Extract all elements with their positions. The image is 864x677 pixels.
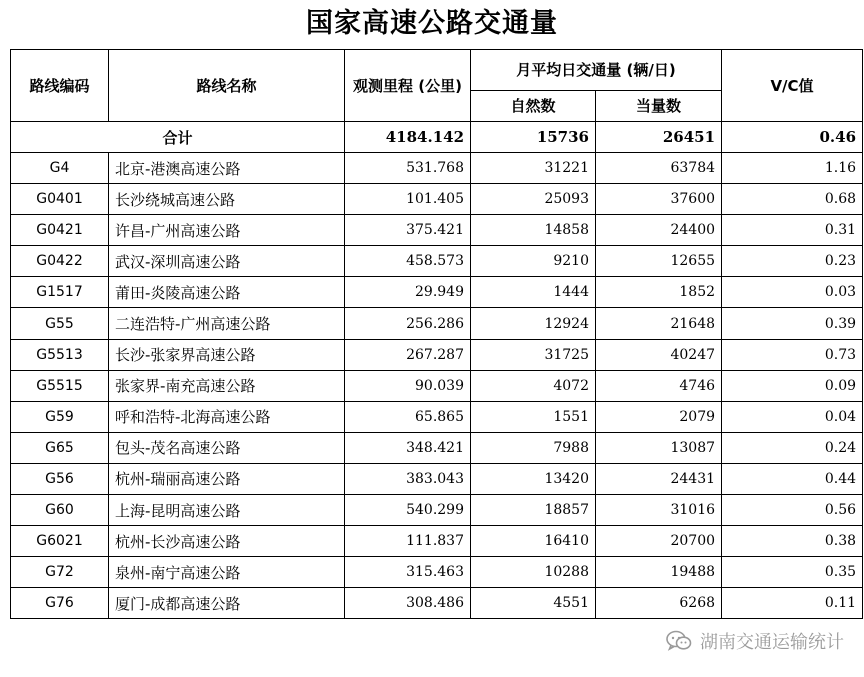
cell-equivalent: 13087 [596, 432, 722, 463]
cell-mileage: 308.486 [345, 588, 471, 619]
cell-equivalent: 4746 [596, 370, 722, 401]
table-row [11, 557, 863, 588]
cell-code: G6021 [11, 526, 109, 557]
cell-code: G4 [11, 153, 109, 184]
cell-natural: 16410 [471, 526, 596, 557]
cell-name: 包头-茂名高速公路 [109, 432, 345, 463]
cell-natural: 4551 [471, 588, 596, 619]
cell-name: 泉州-南宁高速公路 [109, 557, 345, 588]
table-row [11, 339, 863, 370]
cell-code: G60 [11, 495, 109, 526]
cell-code: G76 [11, 588, 109, 619]
table-row [11, 432, 863, 463]
cell-mileage: 256.286 [345, 308, 471, 339]
cell-natural: 25093 [471, 184, 596, 215]
cell-vc: 0.23 [722, 246, 863, 277]
cell-natural: 4072 [471, 370, 596, 401]
cell-natural: 14858 [471, 215, 596, 246]
cell-natural: 7988 [471, 432, 596, 463]
cell-mileage: 531.768 [345, 153, 471, 184]
cell-equivalent: 24431 [596, 463, 722, 494]
cell-natural: 31725 [471, 339, 596, 370]
cell-mileage: 111.837 [345, 526, 471, 557]
table-row [11, 215, 863, 246]
cell-mileage: 348.421 [345, 432, 471, 463]
table-row [11, 401, 863, 432]
cell-code: G65 [11, 432, 109, 463]
cell-code: G1517 [11, 277, 109, 308]
cell-natural: 10288 [471, 557, 596, 588]
table-row [11, 246, 863, 277]
cell-mileage: 383.043 [345, 463, 471, 494]
cell-vc: 0.44 [722, 463, 863, 494]
cell-equivalent: 12655 [596, 246, 722, 277]
total-row [11, 122, 863, 153]
table-row [11, 308, 863, 339]
cell-name: 武汉-深圳高速公路 [109, 246, 345, 277]
cell-name: 杭州-长沙高速公路 [109, 526, 345, 557]
cell-code: G0401 [11, 184, 109, 215]
cell-mileage: 315.463 [345, 557, 471, 588]
cell-natural: 12924 [471, 308, 596, 339]
cell-natural: 31221 [471, 153, 596, 184]
cell-vc: 0.09 [722, 370, 863, 401]
cell-name: 张家界-南充高速公路 [109, 370, 345, 401]
cell-code: G0422 [11, 246, 109, 277]
header-code: 路线编码 [11, 50, 109, 122]
table-row [11, 153, 863, 184]
cell-mileage: 267.287 [345, 339, 471, 370]
table-header [11, 50, 863, 122]
header-name: 路线名称 [109, 50, 345, 122]
cell-vc: 0.04 [722, 401, 863, 432]
cell-mileage: 29.949 [345, 277, 471, 308]
cell-natural: 13420 [471, 463, 596, 494]
cell-vc: 0.11 [722, 588, 863, 619]
cell-natural: 1444 [471, 277, 596, 308]
wechat-icon [666, 630, 692, 652]
cell-equivalent: 21648 [596, 308, 722, 339]
table-row [11, 277, 863, 308]
cell-mileage: 458.573 [345, 246, 471, 277]
cell-code: G0421 [11, 215, 109, 246]
cell-equivalent: 37600 [596, 184, 722, 215]
cell-natural: 18857 [471, 495, 596, 526]
cell-equivalent: 63784 [596, 153, 722, 184]
table-row [11, 463, 863, 494]
header-natural: 自然数 [471, 91, 596, 122]
watermark [666, 627, 844, 655]
cell-equivalent: 24400 [596, 215, 722, 246]
header-mileage: 观测里程 (公里) [345, 50, 471, 122]
watermark-text: 湖南交通运输统计 [700, 632, 844, 653]
cell-equivalent: 20700 [596, 526, 722, 557]
cell-name: 长沙绕城高速公路 [109, 184, 345, 215]
total-equivalent: 26451 [596, 122, 722, 153]
header-monthly: 月平均日交通量 (辆/日) [471, 50, 722, 91]
cell-name: 许昌-广州高速公路 [109, 215, 345, 246]
traffic-table [10, 49, 863, 619]
cell-vc: 0.24 [722, 432, 863, 463]
cell-vc: 0.68 [722, 184, 863, 215]
cell-mileage: 65.865 [345, 401, 471, 432]
cell-name: 厦门-成都高速公路 [109, 588, 345, 619]
cell-equivalent: 40247 [596, 339, 722, 370]
header-vc: V/C值 [722, 50, 863, 122]
cell-code: G55 [11, 308, 109, 339]
cell-equivalent: 31016 [596, 495, 722, 526]
page-title: 国家高速公路交通量 [306, 8, 558, 39]
cell-code: G59 [11, 401, 109, 432]
cell-code: G5513 [11, 339, 109, 370]
total-natural: 15736 [471, 122, 596, 153]
cell-mileage: 375.421 [345, 215, 471, 246]
cell-equivalent: 1852 [596, 277, 722, 308]
cell-code: G72 [11, 557, 109, 588]
cell-name: 呼和浩特-北海高速公路 [109, 401, 345, 432]
cell-code: G5515 [11, 370, 109, 401]
cell-natural: 9210 [471, 246, 596, 277]
cell-name: 上海-昆明高速公路 [109, 495, 345, 526]
cell-vc: 0.38 [722, 526, 863, 557]
cell-vc: 0.56 [722, 495, 863, 526]
cell-name: 莆田-炎陵高速公路 [109, 277, 345, 308]
header-equivalent: 当量数 [596, 91, 722, 122]
cell-natural: 1551 [471, 401, 596, 432]
total-mileage: 4184.142 [345, 122, 471, 153]
cell-name: 长沙-张家界高速公路 [109, 339, 345, 370]
cell-mileage: 90.039 [345, 370, 471, 401]
cell-name: 二连浩特-广州高速公路 [109, 308, 345, 339]
cell-vc: 0.31 [722, 215, 863, 246]
cell-vc: 0.39 [722, 308, 863, 339]
total-vc: 0.46 [722, 122, 863, 153]
table-row [11, 588, 863, 619]
cell-vc: 0.35 [722, 557, 863, 588]
cell-name: 杭州-瑞丽高速公路 [109, 463, 345, 494]
total-label: 合计 [11, 122, 345, 153]
cell-vc: 1.16 [722, 153, 863, 184]
cell-vc: 0.73 [722, 339, 863, 370]
cell-mileage: 540.299 [345, 495, 471, 526]
cell-equivalent: 6268 [596, 588, 722, 619]
table-row [11, 495, 863, 526]
cell-mileage: 101.405 [345, 184, 471, 215]
cell-name: 北京-港澳高速公路 [109, 153, 345, 184]
table-body [11, 122, 863, 619]
cell-vc: 0.03 [722, 277, 863, 308]
cell-equivalent: 19488 [596, 557, 722, 588]
table-row [11, 370, 863, 401]
table-row [11, 184, 863, 215]
table-row [11, 526, 863, 557]
cell-code: G56 [11, 463, 109, 494]
cell-equivalent: 2079 [596, 401, 722, 432]
